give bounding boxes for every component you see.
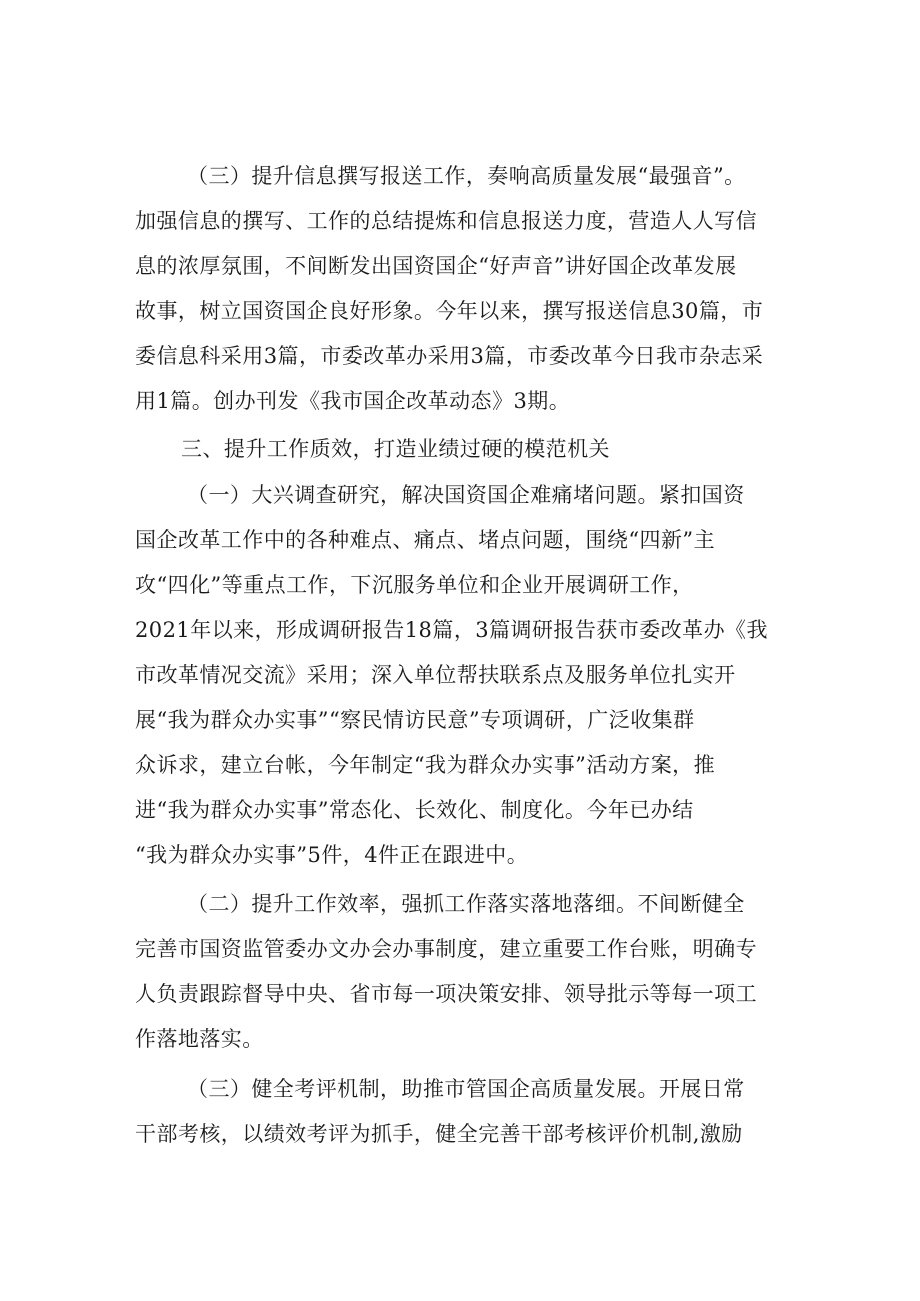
paragraph-line: 人负责跟踪督导中央、省市每一项决策安排、领导批示等每一项工 (135, 982, 758, 1006)
paragraph-line: 众诉求，建立台帐，今年制定“我为群众办实事”活动方案，推 (135, 753, 716, 777)
paragraph-line: 加强信息的撰写、工作的总结提炼和信息报送力度，营造人人写信 (135, 209, 758, 233)
paragraph-line: 委信息科采用3篇，市委改革办采用3篇，市委改革今日我市杂志采 (135, 344, 764, 368)
paragraph-line: 市改革情况交流》采用；深入单位帮扶联系点及服务单位扎实开 (135, 663, 736, 687)
paragraph-line: 用1篇。创办刊发《我市国企改革动态》3期。 (135, 389, 571, 413)
paragraph-line: “我为群众办实事”5件，4件正在跟进中。 (135, 843, 529, 867)
paragraph-line: 干部考核，以绩效考评为抓手，健全完善干部考核评价机制,激励 (135, 1122, 743, 1146)
section-heading-research: （一）大兴调查研究，解决国资国企难痛堵问题。紧扣国资 (187, 483, 745, 507)
section-heading-efficiency: （二）提升工作效率，强抓工作落实落地落细。不间断健全 (187, 892, 745, 916)
section-heading-evaluation: （三）健全考评机制，助推市管国企高质量发展。开展日常 (187, 1077, 745, 1101)
section-heading-info-reporting: （三）提升信息撰写报送工作，奏响高质量发展“最强音”。 (187, 164, 746, 188)
paragraph-line: 完善市国资监管委办文办会办事制度，建立重要工作台账，明确专 (135, 937, 758, 961)
paragraph-line: 2021年以来，形成调研报告18篇，3篇调研报告获市委改革办《我 (135, 618, 768, 642)
paragraph-line: 展“我为群众办实事”“察民情访民意”专项调研，广泛收集群 (135, 708, 695, 732)
paragraph-line: 攻“四化”等重点工作，下沉服务单位和企业开展调研工作， (135, 573, 694, 597)
paragraph-line: 故事，树立国资国企良好形象。今年以来，撰写报送信息30篇，市 (135, 299, 764, 323)
paragraph-line: 息的浓厚氛围，不间断发出国资国企“好声音”讲好国企改革发展 (135, 254, 737, 278)
paragraph-line: 国企改革工作中的各种难点、痛点、堵点问题，围绕“四新”主 (135, 528, 716, 552)
chapter-heading-three: 三、提升工作质效，打造业绩过硬的模范机关 (181, 437, 610, 461)
paragraph-line: 作落地落实。 (135, 1027, 264, 1051)
paragraph-line: 进“我为群众办实事”常态化、长效化、制度化。今年已办结 (135, 798, 694, 822)
